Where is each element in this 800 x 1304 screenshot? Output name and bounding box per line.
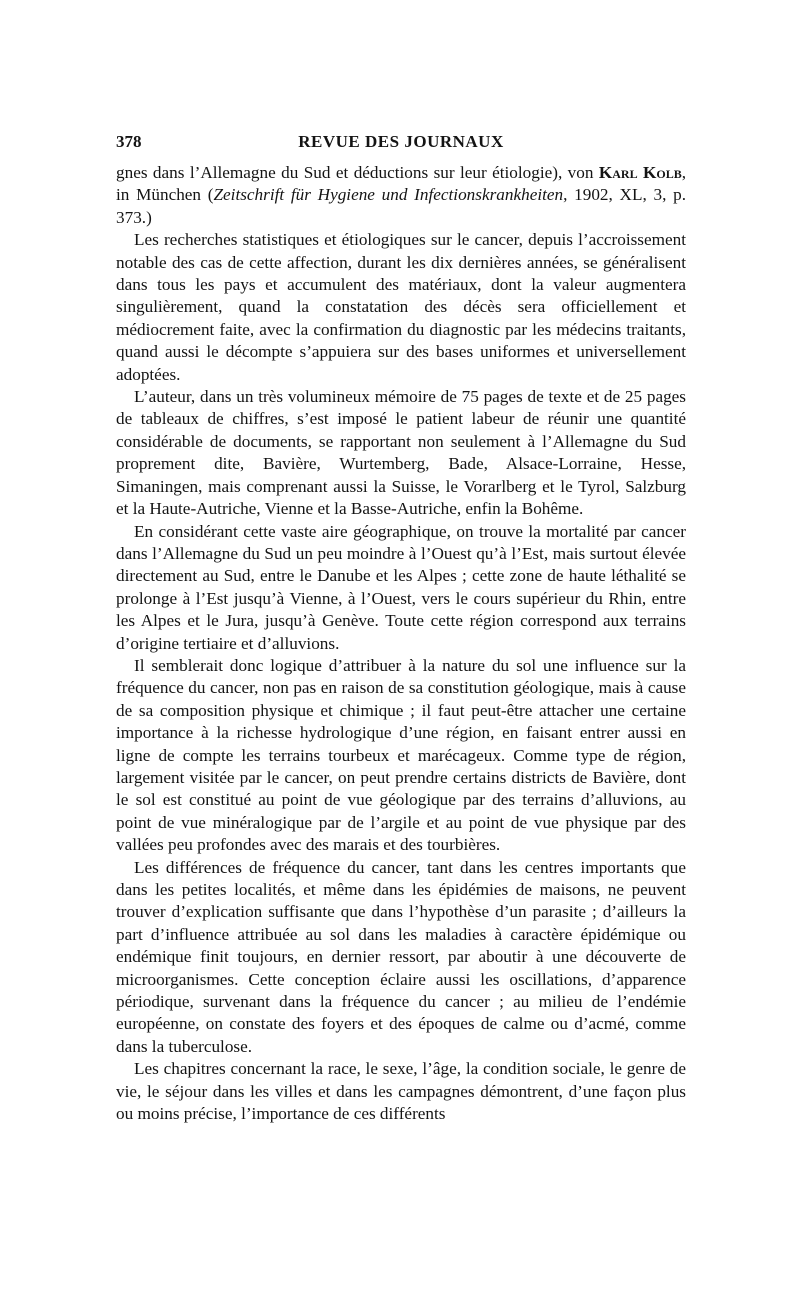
page-number: 378 bbox=[116, 132, 142, 151]
paragraph: L’auteur, dans un très volumineux mémoire de 75 pages de texte et de 25 pages de tableaux de chiffres, s’est imposé le patient labeur de réunir une quantité considérable de documents, se rapportant non seulement à l’Allemagne du Sud proprement dite, Bavière, Wurtemberg, Bade, Alsace-Lorraine, Hesse, Simaningen, mais comprenant aussi la Suisse, le Vorarlberg et le Tyrol, Salzburg et la Haute-Autriche, Vienne et la Basse-Autriche, enfin la Bohême. bbox=[116, 387, 686, 519]
journal-page bbox=[116, 132, 686, 1125]
paragraph: En considérant cette vaste aire géographique, on trouve la mortalité par cancer dans l’Allemagne du Sud un peu moindre à l’Ouest qu’à l’Est, mais surtout élevée directement au Sud, entre le Danube et les Alpes ; cette zone de haute léthalité se prolonge à l’Est jusqu’à Vienne, à l’Ouest, vers le cours supérieur du Rhin, entre les Alpes et le Jura, jusqu’à Genève. Toute cette région correspond aux terrains d’origine tertiaire et d’alluvions. bbox=[116, 521, 686, 653]
paragraph: Les chapitres concernant la race, le sexe, l’âge, la condition sociale, le genre de vie, le séjour dans les villes et dans les campagnes démontrent, d’une façon plus ou moins précise, l’importance de ces différents bbox=[116, 1059, 686, 1124]
citation-author: Karl Kolb bbox=[598, 163, 682, 182]
paragraph: Les différences de fréquence du cancer, tant dans les centres importants que dans les petites localités, et même dans les épidémies de maisons, ne peuvent trouver d’explication suffisante que dans l’hypothèse d’un parasite ; d’ailleurs la part d’influence attribuée au sol dans les maladies à caractère épidémique ou endémique finit toujours, en dernier ressort, par aboutir à une découverte de microorganismes. Cette conception éclaire aussi les oscillations, d’apparence périodique, survenant dans la fréquence du cancer ; au milieu de l’endémie européenne, on constate des foyers et des époques de calme ou d’acmé, comme dans la tuberculose. bbox=[116, 857, 686, 1056]
paragraph: Il semblerait donc logique d’attribuer à la nature du sol une influence sur la fréquence du cancer, non pas en raison de sa constitution géologique, mais à cause de sa composition physique et chimique ; il faut peut-être attacher une certaine importance à la richesse hydrologique d’une région, en faisant entrer aussi en ligne de compte les terrains tourbeux et marécageux. Comme type de région, largement visitée par le cancer, on peut prendre certains districts de Bavière, dont le sol est constitué au point de vue géologique par des terrains d’alluvions, au point de vue minéralogique par de l’argile et au point de vue physique par des vallées peu profondes avec des marais et des tourbières. bbox=[116, 655, 686, 855]
running-title: REVUE DES JOURNAUX bbox=[298, 132, 504, 151]
citation-post: , 1902, XL, 3, p. 373.) bbox=[116, 185, 686, 227]
citation-paragraph bbox=[116, 162, 686, 229]
article-body bbox=[116, 162, 686, 1125]
citation-journal: Zeitschrift für Hygiene und Infectionskrankheiten bbox=[213, 185, 564, 205]
citation-pre: gnes dans l’Allemagne du Sud et déductions sur leur étiologie), von bbox=[116, 163, 594, 182]
citation-place: , in München ( bbox=[116, 163, 687, 205]
paragraph: Les recherches statistiques et étiologiques sur le cancer, depuis l’accroissement notable des cas de cette affection, durant les dix dernières années, se généralisent dans tous les pays et accumulent des matériaux, dont la valeur augmentera singulièrement, quand la constatation des décès sera officiellement et médiocrement faite, avec la confirmation du diagnostic par les médecins traitants, quand aussi le décompte s’appuiera sur des bases uniformes et universellement adoptées. bbox=[116, 230, 686, 384]
page-header bbox=[116, 132, 686, 162]
